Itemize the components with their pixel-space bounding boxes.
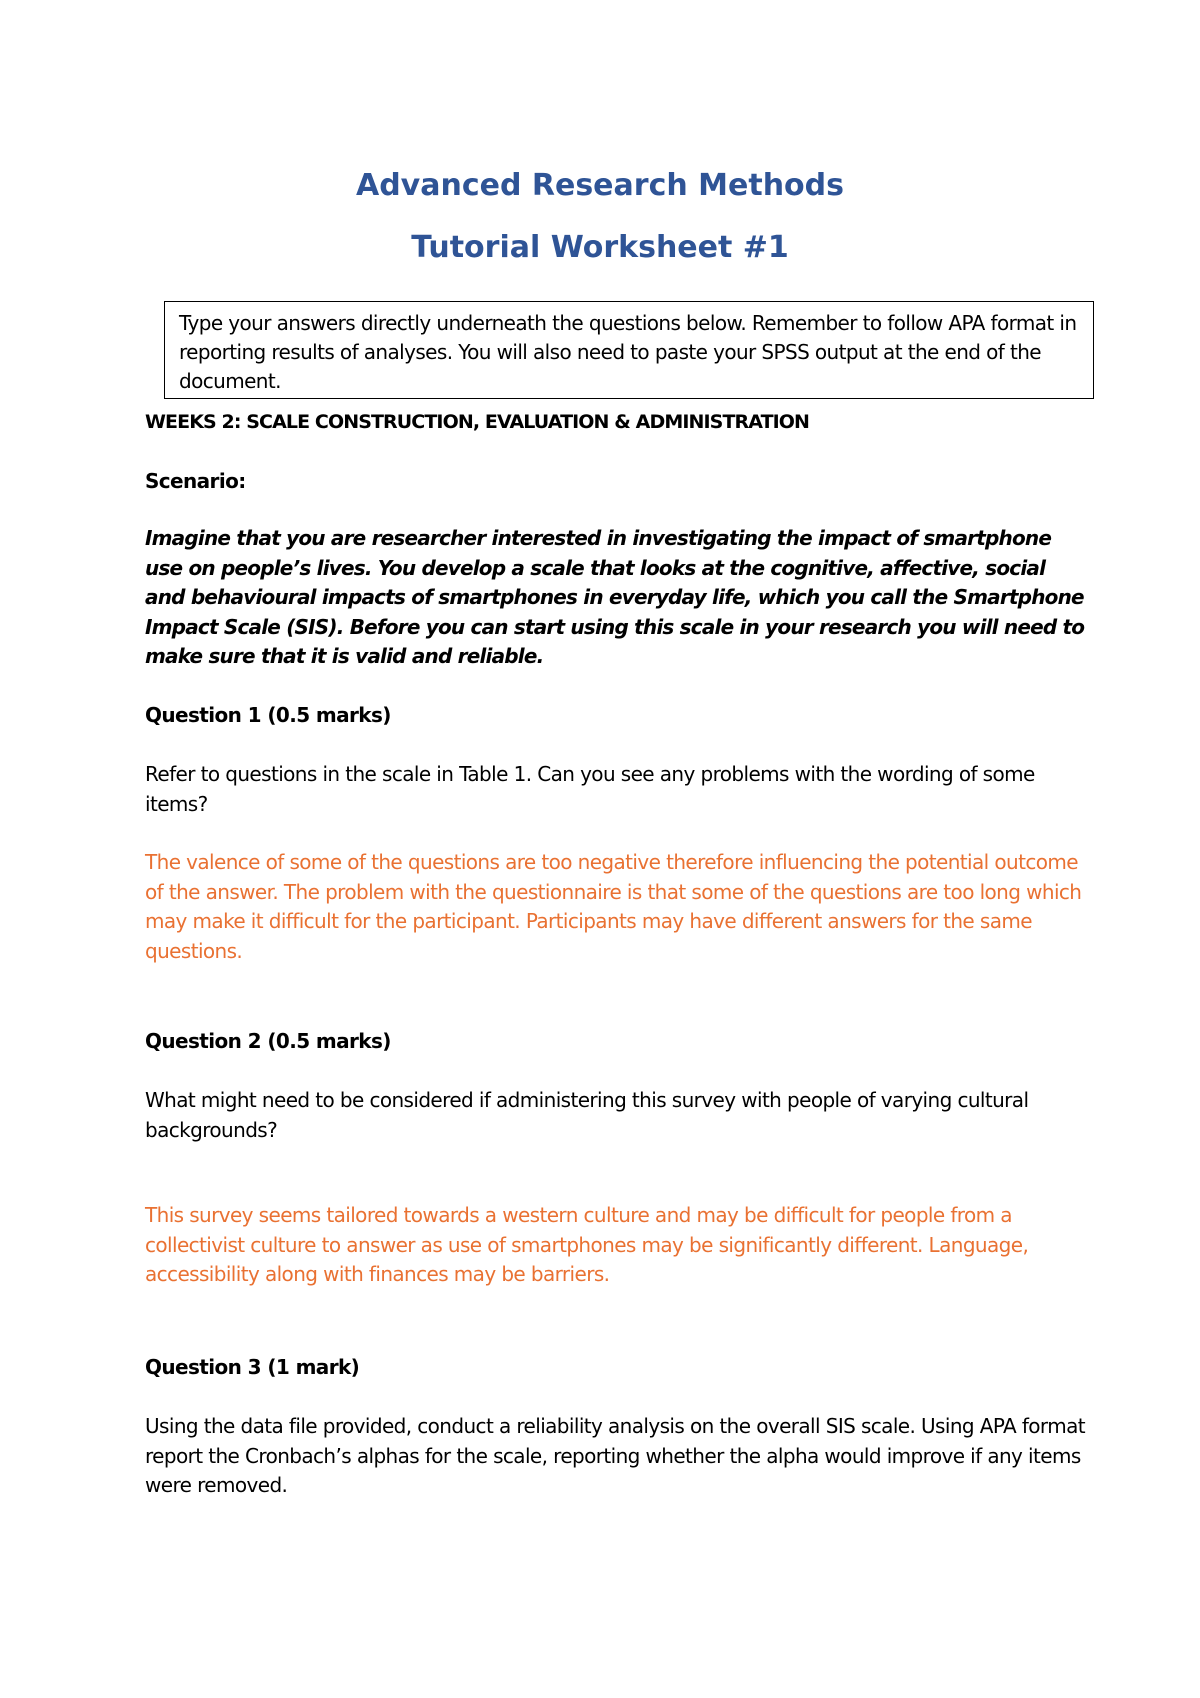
scenario-label: Scenario: — [145, 469, 246, 493]
instructions-box: Type your answers directly underneath the questions below. Remember to follow APA format in reporting results of analyses. You will also need to paste your SPSS output at the end of the document. — [164, 301, 1094, 399]
question-3-text: Using the data file provided, conduct a reliability analysis on the overall SIS scale. Using APA format report the Cronbach’s alphas for the scale, reporting whether the alpha would improve if any items were removed. — [145, 1414, 1085, 1497]
question-3-heading: Question 3 (1 mark) — [145, 1355, 360, 1379]
question-1-heading: Question 1 (0.5 marks) — [145, 703, 391, 727]
question-2-answer[interactable]: This survey seems tailored towards a western culture and may be difficult for people from a collectivist culture to answer as use of smartphones may be significantly different. Language, accessibility along with finances may be barriers. — [145, 1203, 1029, 1286]
question-2-heading: Question 2 (0.5 marks) — [145, 1029, 391, 1053]
question-1-answer[interactable]: The valence of some of the questions are too negative therefore influencing the potential outcome of the answer. The problem with the questionnaire is that some of the questions are too long which may make it difficult for the participant. Participants may have different answers for the same questions. — [145, 850, 1082, 963]
scenario-text: Imagine that you are researcher interested in investigating the impact of smartphone use on people’s lives. You develop a scale that looks at the cognitive, affective, social and behavioural impacts of smartphones in everyday life, which you call the Smartphone Impact Scale (SIS). Before you can start using this scale in your research you will need to make sure that it is valid and reliable. — [145, 526, 1085, 668]
document-subtitle: Tutorial Worksheet #1 — [411, 230, 789, 265]
question-2-text: What might need to be considered if administering this survey with people of varying cultural backgrounds? — [145, 1088, 1029, 1142]
weeks-heading: WEEKS 2: SCALE CONSTRUCTION, EVALUATION & ADMINISTRATION — [145, 411, 810, 433]
document-title: Advanced Research Methods — [355, 168, 844, 203]
question-1-text: Refer to questions in the scale in Table 1. Can you see any problems with the wording of some items? — [145, 762, 1035, 816]
